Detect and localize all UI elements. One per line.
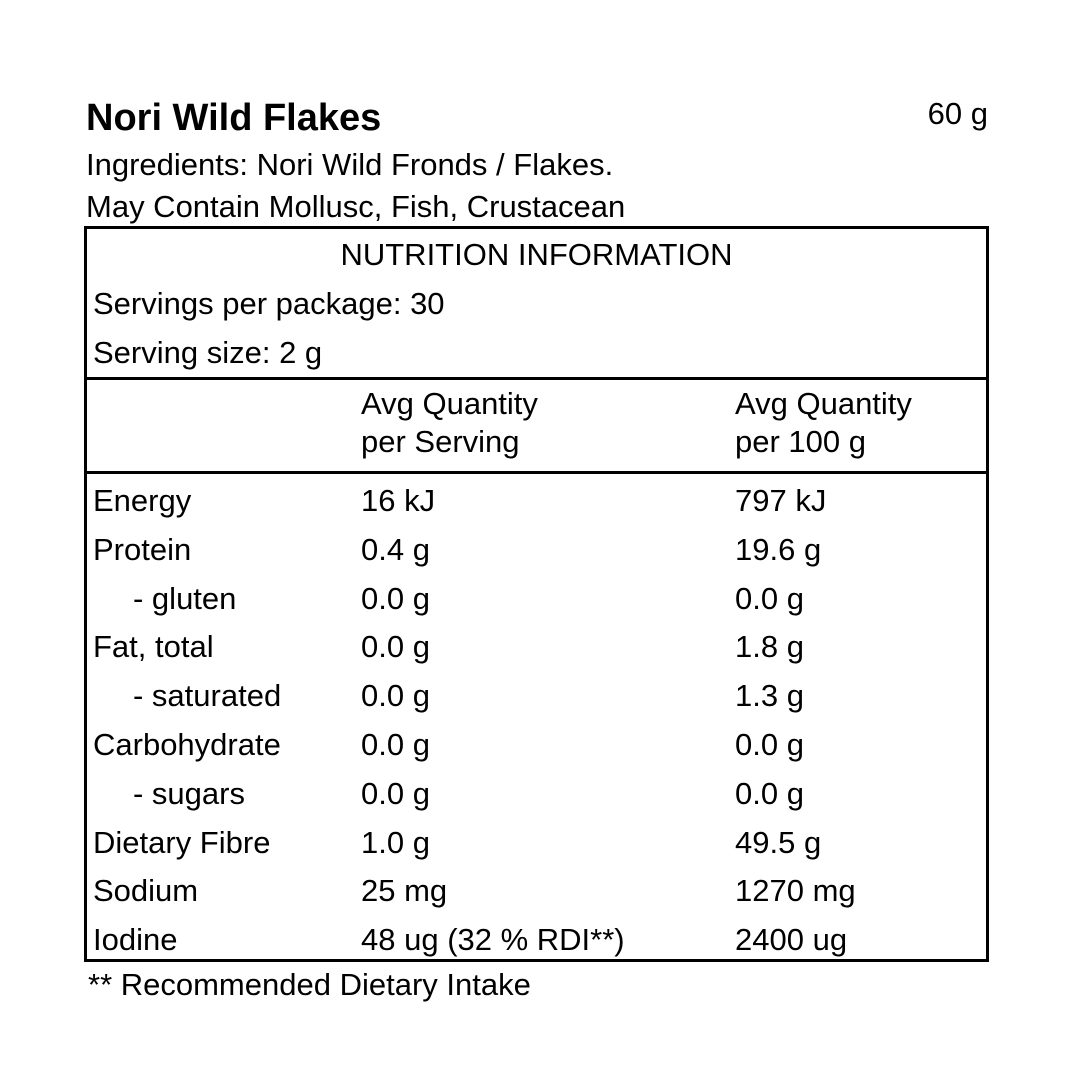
per-serving-value: 16 kJ xyxy=(361,483,436,518)
nutrient-row xyxy=(87,918,986,967)
per-serving-value: 0.0 g xyxy=(361,726,430,762)
nutrient-row xyxy=(87,625,986,674)
per-serving-value: 0.0 g xyxy=(361,678,430,714)
footnote: ** Recommended Dietary Intake xyxy=(88,967,531,1002)
divider-top xyxy=(87,377,986,380)
per-serving-value: 0.4 g xyxy=(361,531,430,567)
per-100g-value: 1270 mg xyxy=(735,873,856,909)
ingredients-text: Ingredients: Nori Wild Fronds / Flakes. xyxy=(86,147,614,182)
nutrient-name: - gluten xyxy=(133,580,237,616)
per-serving-value: 25 mg xyxy=(361,873,448,909)
nutrient-row xyxy=(87,577,986,626)
nutrient-name: Iodine xyxy=(93,922,178,958)
per-100g-value: 1.8 g xyxy=(735,629,804,665)
servings-per-package: Servings per package: 30 xyxy=(93,286,445,321)
nutrient-row xyxy=(87,772,986,821)
nutrient-row xyxy=(87,723,986,772)
per-100g-value: 19.6 g xyxy=(735,531,822,567)
per-100g-value: 0.0 g xyxy=(735,580,804,616)
nutrition-panel xyxy=(84,226,989,962)
column-header-line: Avg Quantity xyxy=(361,386,538,421)
nutrient-row xyxy=(87,674,986,723)
net-weight: 60 g xyxy=(927,96,988,131)
product-title: Nori Wild Flakes xyxy=(86,97,382,139)
nutrient-name: Fat, total xyxy=(93,629,214,665)
nutrient-row xyxy=(87,869,986,918)
nutrient-name: Energy xyxy=(93,483,192,518)
divider-middle xyxy=(87,471,986,474)
allergen-text: May Contain Mollusc, Fish, Crustacean xyxy=(86,189,626,224)
panel-heading: NUTRITION INFORMATION xyxy=(340,237,733,272)
column-header-line: per Serving xyxy=(361,424,520,459)
nutrient-row xyxy=(87,479,986,528)
per-serving-value: 0.0 g xyxy=(361,775,430,811)
per-serving-value: 0.0 g xyxy=(361,629,430,665)
nutrient-name: - saturated xyxy=(133,678,282,714)
per-100g-value: 797 kJ xyxy=(735,483,827,518)
column-header-line: per 100 g xyxy=(735,424,866,459)
per-serving-value: 1.0 g xyxy=(361,824,430,860)
serving-size: Serving size: 2 g xyxy=(93,335,323,370)
nutrient-name: Protein xyxy=(93,531,192,567)
per-100g-value: 2400 ug xyxy=(735,922,848,958)
nutrient-name: Sodium xyxy=(93,873,199,909)
per-100g-value: 1.3 g xyxy=(735,678,804,714)
nutrient-row xyxy=(87,528,986,577)
nutrient-name: - sugars xyxy=(133,775,245,811)
per-100g-value: 0.0 g xyxy=(735,775,804,811)
nutrient-name: Dietary Fibre xyxy=(93,824,271,860)
per-100g-value: 0.0 g xyxy=(735,726,804,762)
column-header-per-serving xyxy=(361,385,538,461)
per-serving-value: 48 ug (32 % RDI**) xyxy=(361,922,625,958)
nutrient-row xyxy=(87,821,986,870)
per-100g-value: 49.5 g xyxy=(735,824,822,860)
nutrient-name: Carbohydrate xyxy=(93,726,281,762)
per-serving-value: 0.0 g xyxy=(361,580,430,616)
nutrient-rows xyxy=(87,479,986,967)
column-header-line: Avg Quantity xyxy=(735,386,912,421)
column-header-per-100g xyxy=(735,385,912,461)
